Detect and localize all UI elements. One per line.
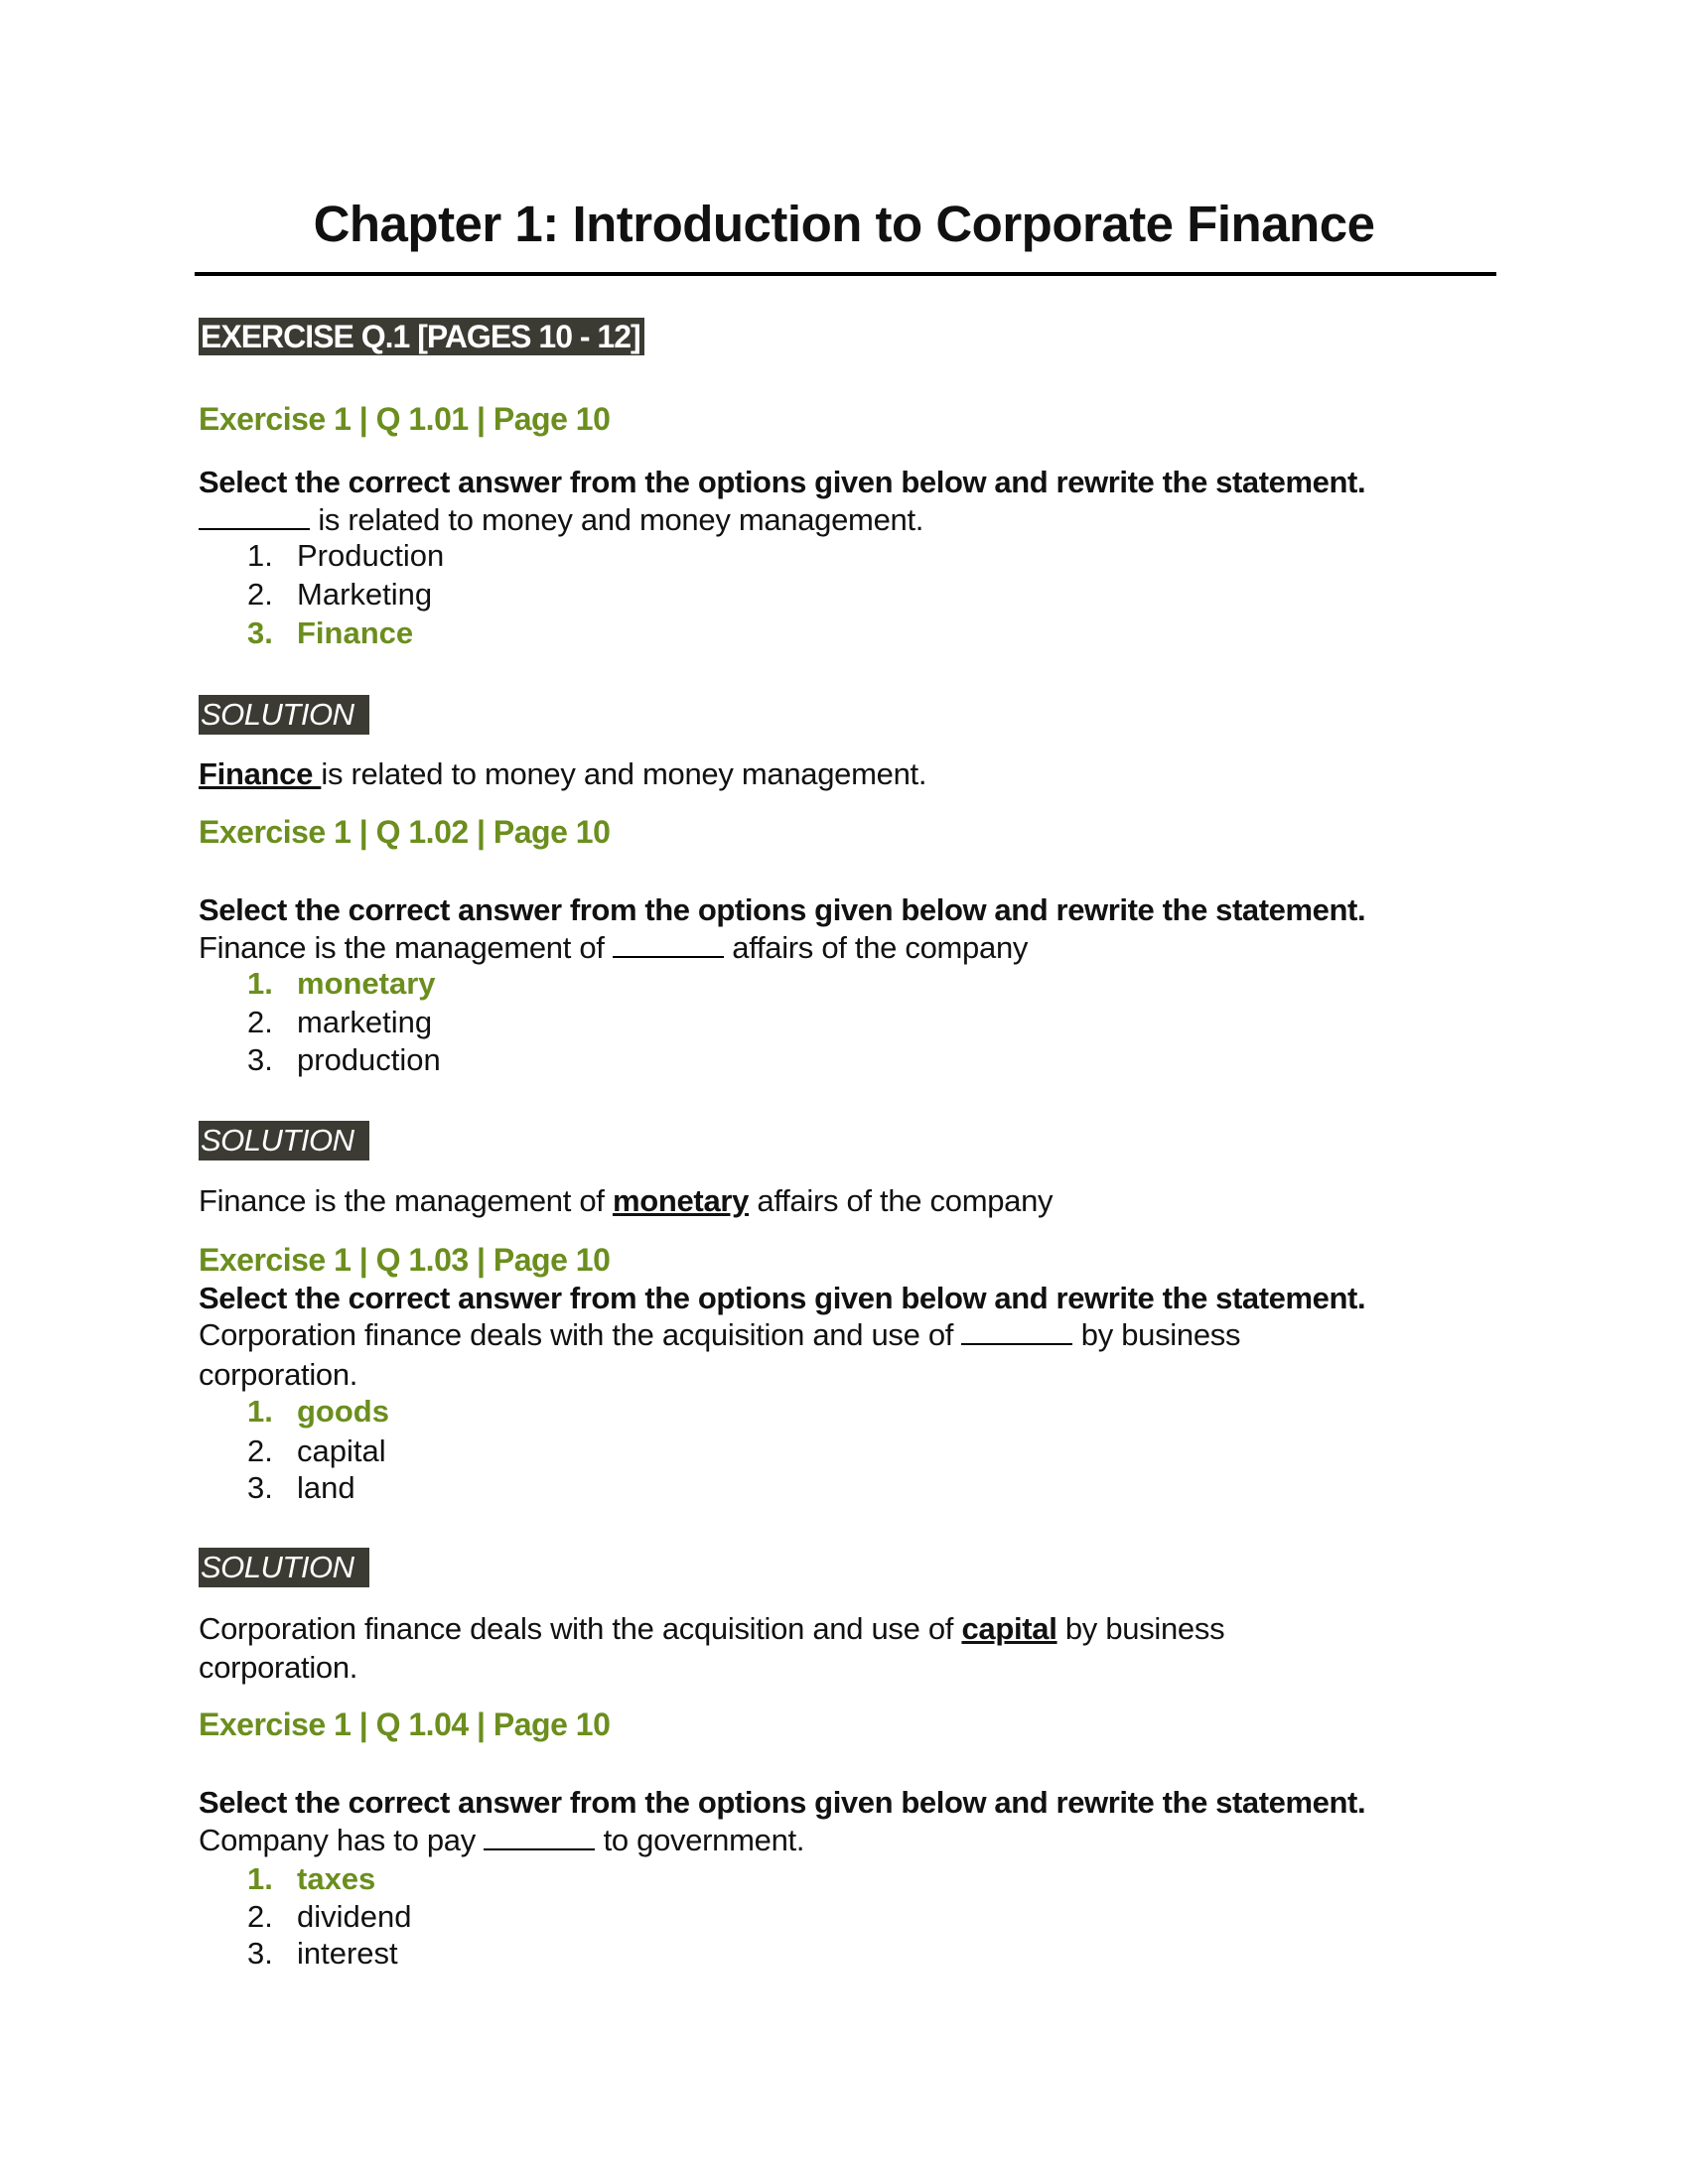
option-text: dividend (297, 1899, 412, 1934)
option-number: 2. (247, 1433, 273, 1468)
solution-text (199, 1183, 1053, 1219)
option-item (247, 1936, 398, 1972)
option-item (247, 1470, 355, 1506)
solution-text (199, 1611, 1224, 1647)
statement-text: Finance is the management of (199, 930, 613, 965)
question-instruction: Select the correct answer from the options given below and rewrite the statement. (199, 465, 1366, 499)
section-label: EXERCISE Q.1 [PAGES 10 - 12] (199, 318, 644, 355)
option-number: 3. (247, 1470, 273, 1505)
option-text: Production (297, 538, 445, 573)
page-title: Chapter 1: Introduction to Corporate Finance (313, 196, 1375, 252)
option-number: 2. (247, 1005, 273, 1039)
solution-answer: capital (961, 1611, 1057, 1646)
question-heading-q101: Exercise 1 | Q 1.01 | Page 10 (199, 401, 611, 437)
solution-before: Finance is the management of (199, 1183, 613, 1218)
option-number: 3. (247, 615, 273, 650)
option-number: 1. (247, 966, 273, 1001)
option-item (247, 1005, 432, 1040)
question-statement (199, 1823, 804, 1858)
option-text: capital (297, 1433, 386, 1468)
solution-after: by business (1056, 1611, 1225, 1646)
answer-blank (199, 502, 310, 530)
question-statement-line2: corporation. (199, 1357, 358, 1392)
option-number: 1. (247, 1861, 273, 1896)
option-item-highlighted (247, 1861, 375, 1897)
option-text: Finance (297, 615, 414, 650)
option-number: 2. (247, 577, 273, 612)
title-divider (195, 272, 1496, 276)
solution-answer: Finance (199, 756, 322, 791)
statement-text: is related to money and money management. (310, 502, 924, 537)
question-heading-q102: Exercise 1 | Q 1.02 | Page 10 (199, 814, 611, 850)
question-heading-q104: Exercise 1 | Q 1.04 | Page 10 (199, 1706, 611, 1742)
option-text: goods (297, 1394, 389, 1429)
question-heading-q103: Exercise 1 | Q 1.03 | Page 10 (199, 1242, 611, 1278)
option-text: taxes (297, 1861, 376, 1896)
answer-blank (961, 1317, 1072, 1345)
option-item (247, 577, 432, 613)
option-text: Marketing (297, 577, 433, 612)
question-statement (199, 1317, 1240, 1353)
option-number: 2. (247, 1899, 273, 1934)
question-instruction: Select the correct answer from the options given below and rewrite the statement. (199, 892, 1366, 927)
solution-label: SOLUTION (199, 1121, 369, 1160)
option-item-highlighted (247, 1394, 389, 1430)
statement-text: by business (1072, 1317, 1241, 1352)
statement-text: to government. (595, 1823, 805, 1857)
answer-blank (613, 930, 724, 958)
option-item-highlighted (247, 966, 436, 1002)
question-statement (199, 930, 1028, 966)
option-number: 3. (247, 1936, 273, 1971)
statement-text: Corporation finance deals with the acquisition and use of (199, 1317, 962, 1352)
statement-text: Company has to pay (199, 1823, 485, 1857)
solution-label: SOLUTION (199, 695, 369, 735)
option-text: production (297, 1042, 441, 1077)
solution-before: Corporation finance deals with the acquisition and use of (199, 1611, 962, 1646)
option-text: interest (297, 1936, 398, 1971)
question-statement (199, 502, 923, 538)
solution-answer: monetary (612, 1183, 750, 1218)
option-item-highlighted (247, 615, 413, 651)
option-item (247, 1042, 441, 1078)
solution-text (199, 756, 926, 792)
solution-text-line2: corporation. (199, 1650, 358, 1685)
option-number: 1. (247, 538, 273, 573)
answer-blank (484, 1823, 595, 1850)
option-text: monetary (297, 966, 436, 1001)
option-item (247, 1899, 411, 1935)
option-number: 1. (247, 1394, 273, 1429)
question-instruction: Select the correct answer from the options given below and rewrite the statement. (199, 1281, 1366, 1315)
option-item (247, 538, 444, 574)
solution-label: SOLUTION (199, 1548, 369, 1587)
option-text: marketing (297, 1005, 433, 1039)
option-number: 3. (247, 1042, 273, 1077)
question-instruction: Select the correct answer from the options given below and rewrite the statement. (199, 1785, 1366, 1820)
statement-text: affairs of the company (723, 930, 1029, 965)
option-text: land (297, 1470, 355, 1505)
solution-after: is related to money and money management. (321, 756, 927, 791)
solution-after: affairs of the company (749, 1183, 1054, 1218)
option-item (247, 1433, 386, 1469)
